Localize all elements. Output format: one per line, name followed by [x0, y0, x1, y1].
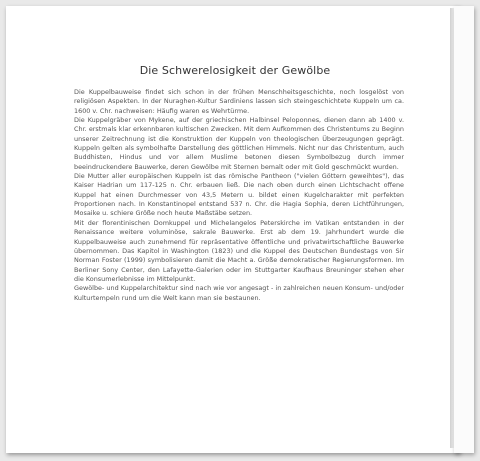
body-text [74, 88, 404, 303]
paragraph: Gewölbe- und Kuppelarchitektur sind nach wie vor angesagt - in zahlreichen neuen Konsum- und/oder Kulturtempeln rund um die Welt kann man sie bestaunen. [74, 284, 404, 302]
page-title: Die Schwerelosigkeit der Gewölbe [139, 64, 331, 77]
paragraph: Die Mutter aller europäischen Kuppeln ist das römische Pantheon ("vielen Göttern geweihtes"), das Kaiser Hadrian um 117-125 n. Chr. erbauen ließ. Die nach oben durch einen Lichtschacht offene Kuppel hat einen Durchmesser von 43,5 Metern u. bildet einen Kugelcharakter mit perfekten Proportionen nach. In Konstantinopel entstand 537 n. Chr. die Hagia Sophia, deren Lichtführungen, Mosaike u. schiere Größe noch heute Maßstäbe setzen. [74, 172, 404, 218]
paragraph: Die Kuppelgräber von Mykene, auf der griechischen Halbinsel Peloponnes, dienen dann ab 1400 v. Chr. erstmals klar erkennbaren kultischen Zwecken. Mit dem Aufkommen des Christentums zu Beginn unserer Zeitrechnung ist die Konstruktion der Kuppeln von theologischen Überzeugungen geprägt. Kuppeln gelten als symbolhafte Darstellung des göttlichen Himmels. Nicht nur das Christentum, auch Buddhisten, Hindus und vor allem Muslime betonen diesen Symbolbezug durch immer beeindruckendere Bauwerke, deren Gewölbe mit Sternen bemalt oder mit Gold geschmückt wurden. [74, 116, 404, 171]
paragraph: Mit der florentinischen Domkuppel und Michelangelos Peterskirche im Vatikan entstanden in der Renaissance weitere voluminöse, sakrale Bauwerke. Erst ab dem 19. Jahrhundert wurde die Kuppelbauweise auch zunehmend für repräsentative öffentliche und privatwirtschaftliche Bauwerke übernommen. Das Kapitol in Washington (1823) und die Kuppel des Deutschen Bundestags von Sir Norman Foster (1999) symbolisieren damit die Macht a. Größe demokratischer Regierungsformen. Im Berliner Sony Center, den Lafayette-Galerien oder im Stuttgarter Kaufhaus Breuninger stehen eher die Konsumerlebnisse im Mittelpunkt. [74, 218, 404, 283]
paragraph: Die Kuppelbauweise findet sich schon in der frühen Menschheitsgeschichte, noch losgelöst von religiösen Aspekten. In der Nuraghen-Kultur Sardiniens lassen sich steingeschichtete Kuppeln um ca. 1600 v. Chr. nachweisen: Häufig waren es Wehrtürme. [74, 88, 404, 115]
